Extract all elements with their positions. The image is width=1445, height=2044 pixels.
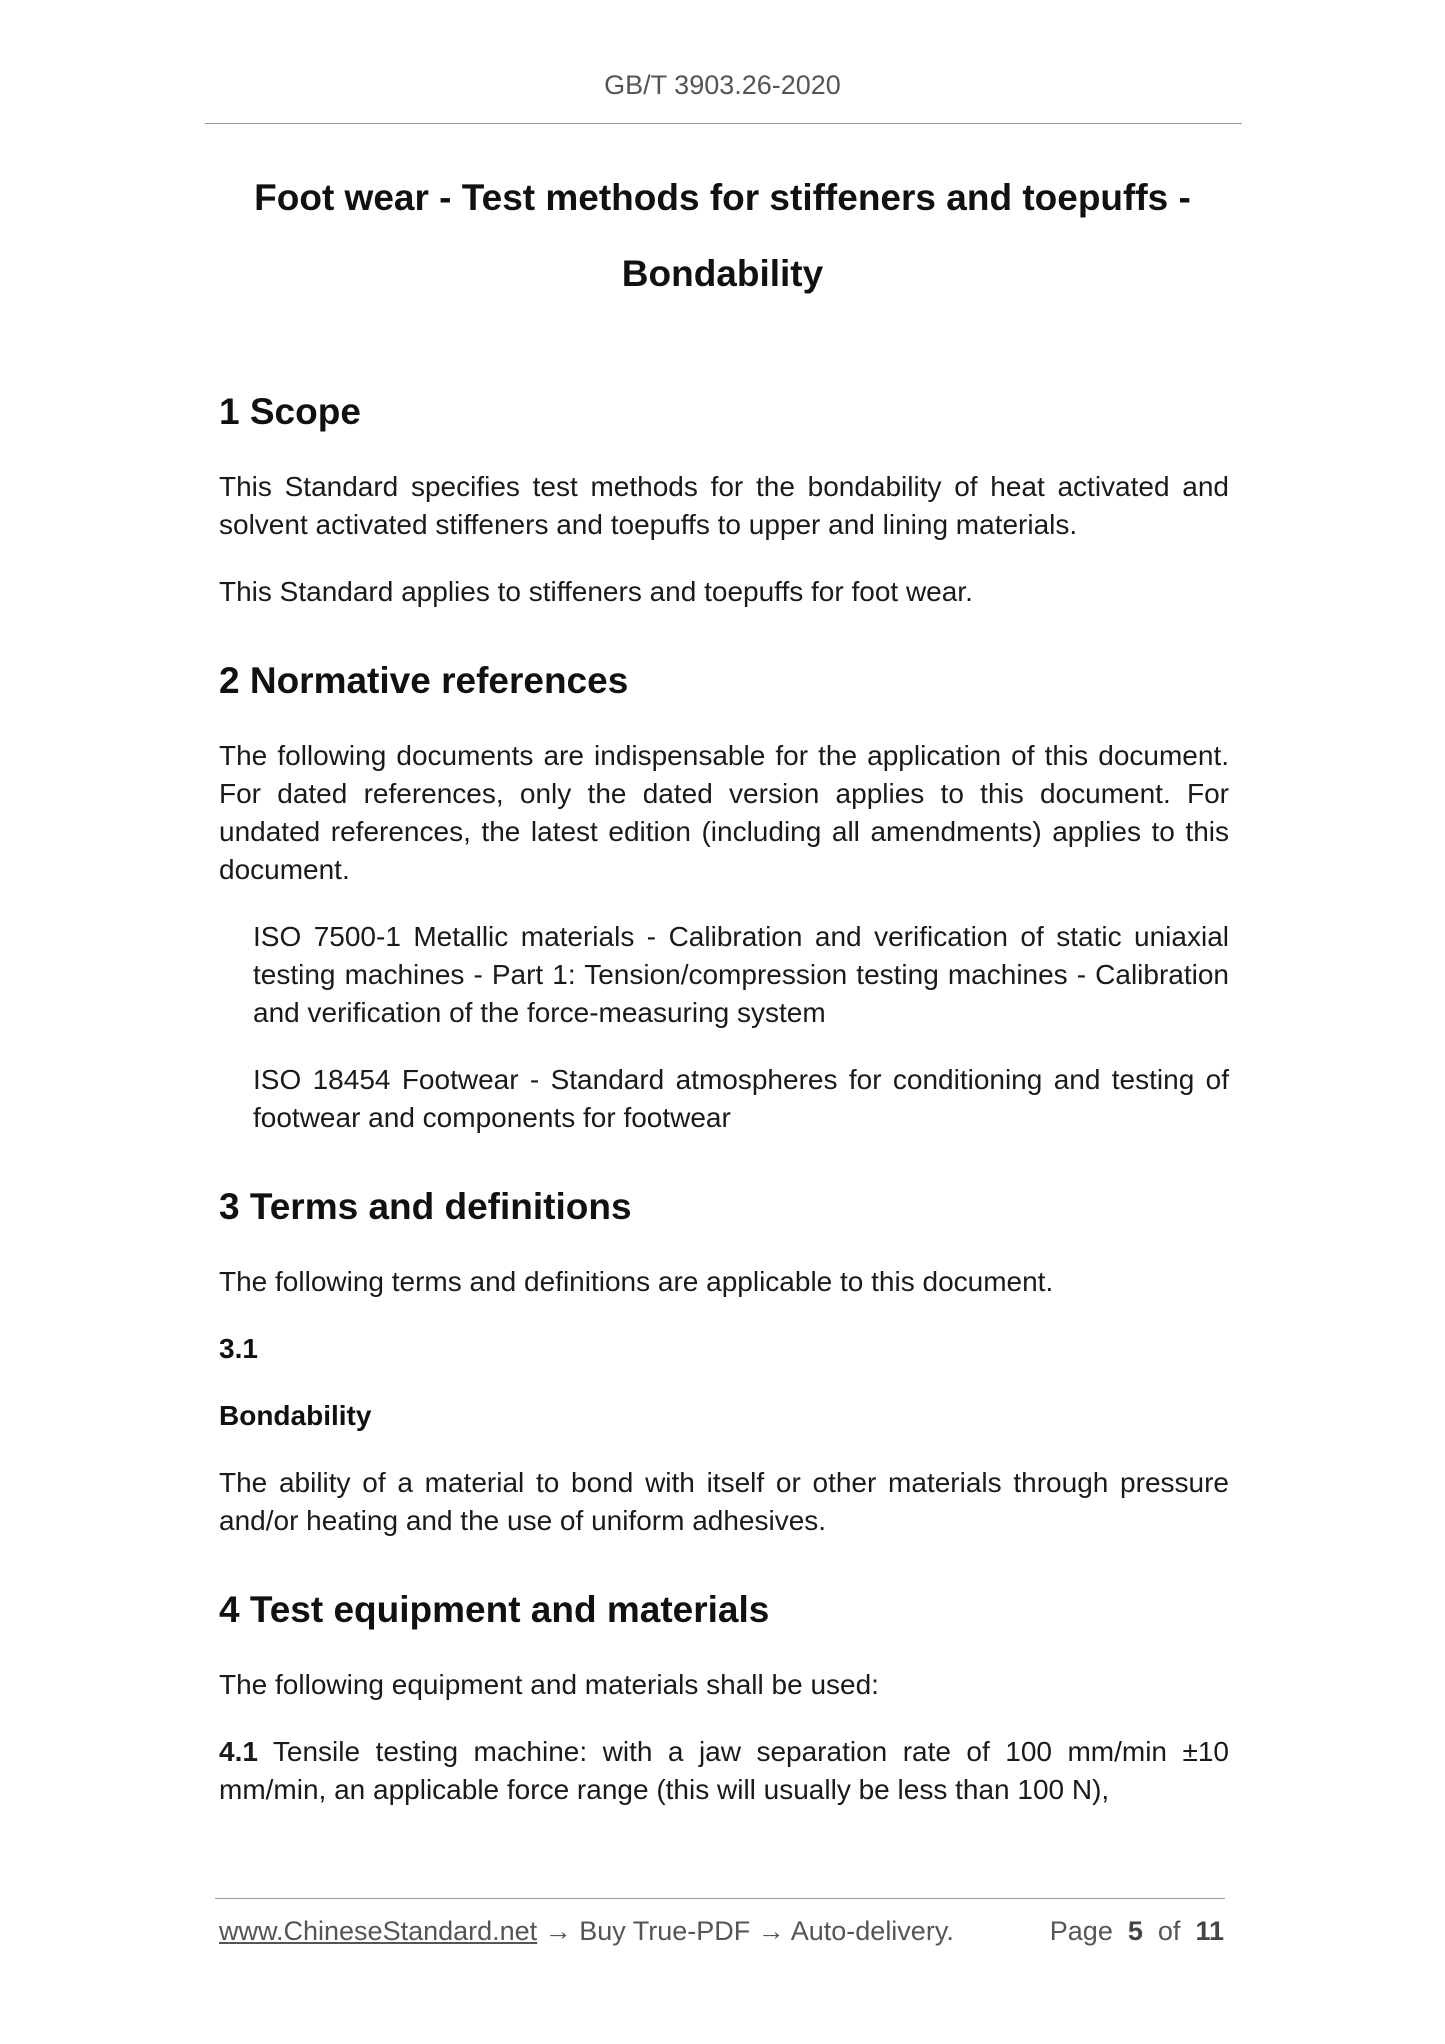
term-name: Bondability [219,1400,372,1431]
page-indicator [1050,1916,1224,1947]
page-footer [219,1916,1224,1947]
of-label: of [1157,1916,1181,1946]
total-pages: 11 [1195,1916,1224,1946]
section-heading-normative-references: 2 Normative references [219,660,629,701]
normative-reference-iso-7500-1: ISO 7500-1 Metallic materials - Calibration and verification of static uniaxial testing machines - Part 1: Tension/compression testing machines - Calibration and verification of the force-measuring system [253,921,1229,1028]
section-heading-terms-definitions: 3 Terms and definitions [219,1186,632,1227]
clause-4-1 [219,1733,1229,1809]
website-link[interactable]: www.ChineseStandard.net [219,1916,538,1946]
footer-divider [215,1898,1225,1899]
scope-paragraph-1: This Standard specifies test methods for the bondability of heat activated and solvent activated stiffeners and toepuffs to upper and lining materials. [219,471,1229,540]
document-body [219,388,1229,1838]
term-number: 3.1 [219,1333,258,1364]
section-heading-scope: 1 Scope [219,391,361,432]
terms-paragraph-1: The following terms and definitions are applicable to this document. [219,1266,1054,1297]
section-heading-test-equipment: 4 Test equipment and materials [219,1589,770,1630]
equipment-paragraph-1: The following equipment and materials shall be used: [219,1669,879,1700]
page-label: Page [1049,1916,1113,1946]
title-line-1: Foot wear - Test methods for stiffeners and toepuffs - [254,177,1191,218]
header-divider [205,123,1242,124]
footer-tagline: → Buy True-PDF → Auto-delivery. [537,1916,954,1946]
clause-text: Tensile testing machine: with a jaw separation rate of 100 mm/min ±10 mm/min, an applicable force range (this will usually be less than 100 N), [219,1736,1229,1805]
current-page-number: 5 [1127,1916,1143,1946]
title-line-2: Bondability [621,253,824,294]
scope-paragraph-2: This Standard applies to stiffeners and toepuffs for foot wear. [219,576,973,607]
normative-paragraph-1: The following documents are indispensable for the application of this document. For dated references, only the dated version applies to this document. For undated references, the latest edition (including all amendments) applies to this document. [219,740,1229,885]
header-standard-code: GB/T 3903.26-2020 [604,70,841,100]
footer-left [219,1916,954,1947]
normative-reference-iso-18454: ISO 18454 Footwear - Standard atmospheres for conditioning and testing of footwear and components for footwear [253,1064,1229,1133]
term-definition: The ability of a material to bond with itself or other materials through pressure and/or heating and the use of uniform adhesives. [219,1467,1229,1536]
document-title [200,160,1245,312]
clause-number: 4.1 [219,1736,258,1767]
